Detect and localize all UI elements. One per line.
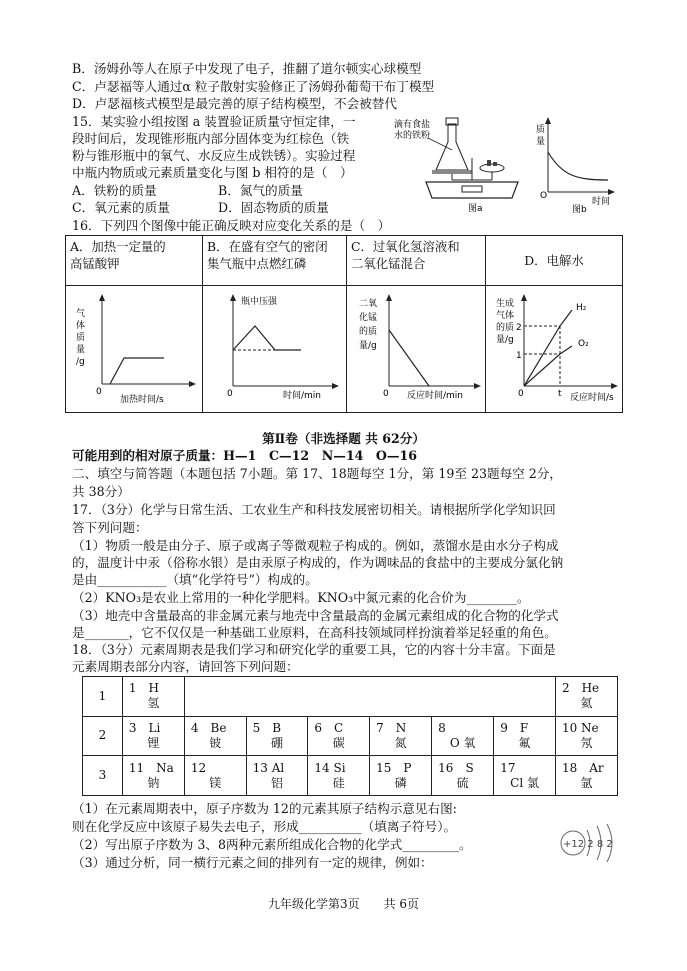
fig-a-label-2: 水的铁粉: [394, 131, 431, 141]
fig-b-ylabel: 质: [536, 125, 546, 135]
atom-diagram-label: +12 2 8 2: [563, 839, 613, 850]
element-name: 镁: [209, 775, 222, 790]
page-footer: 九年级化学第3页 共 6页: [267, 897, 420, 911]
element-cell: [184, 756, 246, 796]
q17-line-4: 的，温度计中汞（俗称水银）是由汞原子构成的，作为调味品的食盐中的主要成分氯化钠: [72, 555, 564, 570]
q17-line-1: 17．（3分）化学与日常生活、工农业生产和科技发展密切相关。请根据所学化学知识回: [72, 502, 556, 517]
element-cell: [122, 716, 184, 756]
graph-d: [486, 286, 622, 406]
element-cell: [246, 756, 308, 796]
graph-c-ylabel-3: 的质: [359, 326, 378, 337]
periodic-row: [83, 677, 618, 717]
q17-line-2: 答下列问题：: [72, 520, 148, 535]
q15-line-4: 中瓶内物质或元素质量变化与图 b 相符的是（ ）: [72, 165, 353, 180]
element-symbol: 3 Li: [128, 720, 161, 735]
q16-option-a: A．加热一定量的 高锰酸钾: [66, 236, 203, 286]
period-number: 3: [83, 756, 123, 796]
element-name: 硫: [456, 775, 469, 790]
graph-a-xlabel: 加热时间/s: [120, 394, 164, 405]
q15-option-d: D．固态物质的质量: [218, 200, 329, 215]
element-symbol: 12: [190, 760, 207, 775]
element-symbol: 13 Al: [252, 760, 285, 775]
graph-a-ylabel-2: 体: [76, 320, 86, 331]
atomic-mass-line: 可能用到的相对原子质量：H—1 C—12 N—14 O—16: [72, 448, 418, 463]
element-cell: [246, 716, 308, 756]
atom-structure-diagram: [555, 818, 625, 868]
q15-line-3: 粉与锥形瓶中的氧气、水反应生成铁锈）。实验过程: [72, 148, 356, 163]
element-cell: [494, 756, 556, 796]
element-symbol: 15 P: [376, 760, 412, 775]
periodic-row: [83, 756, 618, 796]
element-cell: [432, 756, 494, 796]
q18-line-2: 元素周期表部分内容，请回答下列问题：: [72, 659, 299, 674]
fig-b-xlabel: 时间: [592, 197, 611, 207]
q15-option-a: A．铁粉的质量: [72, 183, 157, 198]
q18-sub-2: 则在化学反应中该原子易失去电子，形成__________（填离子符号）。: [72, 819, 457, 834]
element-symbol: 8: [438, 720, 446, 735]
graph-c-ylabel-4: 量/g: [359, 340, 377, 351]
graph-c: [347, 286, 485, 406]
graph-a-ylabel-5: /g: [76, 356, 85, 367]
graph-c-xlabel: 反应时间/min: [407, 390, 464, 401]
figure-b-graph: [532, 114, 617, 214]
element-symbol: 10 Ne: [561, 720, 599, 735]
graph-a-origin: 0: [96, 386, 102, 397]
element-name: 钠: [147, 775, 160, 790]
q16-option-b: B．在盛有空气的密闭 集气瓶中点燃红磷: [203, 236, 347, 286]
period-number: 1: [83, 677, 123, 717]
element-name: 氮: [394, 735, 407, 750]
q17-line-6: （2）KNO₃是农业上常用的一种化学肥料。KNO₃中氮元素的化合价为________。: [72, 590, 530, 605]
element-symbol: 1 H: [128, 681, 159, 696]
section2-line-2: 共 38分）: [72, 484, 130, 499]
graph-d-cell: [486, 285, 623, 412]
element-cell: [555, 677, 617, 717]
option-c-line: C．卢瑟福等人通过α 粒子散射实验修正了汤姆孙葡萄干布丁模型: [72, 79, 435, 94]
fig-b-ylabel-2: 量: [536, 137, 546, 147]
q18-line-1: 18．（3分）元素周期表是我们学习和研究化学的重要工具，它的内容十分丰富。下面是: [72, 642, 556, 657]
graph-b-cell: [203, 285, 347, 412]
graph-d-ylabel-1: 生成: [496, 298, 515, 309]
q17-line-8: 是_______，它不仅仅是一种基础工业原料，在高科技领域同样扮演着举足轻重的角色。: [72, 625, 557, 640]
element-symbol: 11 Na: [128, 760, 174, 775]
element-name: 铍: [209, 735, 222, 750]
graph-c-ylabel-1: 二氧: [359, 298, 378, 309]
element-symbol: 4 Be: [190, 720, 227, 735]
fig-b-origin: O: [540, 191, 548, 201]
element-cell: [308, 756, 370, 796]
element-cell: [370, 756, 432, 796]
graph-b: [203, 286, 346, 406]
element-symbol: 2 He: [561, 681, 600, 696]
graph-b-origin: 0: [227, 388, 233, 399]
empty-cell: [184, 677, 555, 717]
graph-d-xlabel: 反应时间/s: [570, 392, 614, 403]
option-b-line: B．汤姆孙等人在原子中发现了电子，推翻了道尔顿实心球模型: [72, 61, 422, 76]
q17-line-3: （1）物质一般是由分子、原子或离子等微观粒子构成的。例如，蒸馏水是由水分子构成: [72, 538, 559, 553]
element-symbol: 14 Si: [314, 760, 346, 775]
fig-b-caption: 图b: [572, 205, 587, 214]
element-name: 氖: [580, 735, 593, 750]
graph-a: [66, 286, 202, 406]
periodic-table: [82, 676, 618, 796]
graph-c-origin: 0: [383, 388, 389, 399]
period-number: 2: [83, 716, 123, 756]
element-cell: [370, 716, 432, 756]
element-name: Cl 氯: [510, 775, 539, 790]
graph-d-ylabel-2: 气体: [496, 310, 515, 321]
q16-option-d: D．电解水: [486, 236, 623, 286]
graph-d-ylabel-3: 的质: [496, 322, 515, 333]
q18-sub-1: （1）在元素周期表中，原子序数为 12的元素其原子结构示意见右图:: [72, 801, 457, 816]
element-name: 硅: [332, 775, 345, 790]
graph-b-ylabel: 瓶中压强: [241, 296, 278, 307]
graph-d-tick-2: 2: [516, 322, 522, 333]
element-cell: [122, 677, 184, 717]
graph-a-cell: [66, 285, 203, 412]
element-name: 氢: [147, 696, 160, 711]
graph-d-t-tick: t: [558, 388, 562, 399]
q15-option-b: B．氮气的质量: [218, 183, 303, 198]
graph-d-origin: 0: [518, 388, 524, 399]
element-symbol: 9 F: [500, 720, 529, 735]
option-d-line: D．卢瑟福核式模型是最完善的原子结构模型，不会被替代: [72, 96, 397, 111]
element-cell: [184, 716, 246, 756]
fig-a-label-1: 滴有食盐: [394, 120, 431, 130]
graph-b-xlabel: 时间/min: [283, 390, 322, 401]
element-cell: [555, 756, 617, 796]
element-name: 铝: [271, 775, 284, 790]
element-name: 硼: [271, 735, 284, 750]
graph-a-ylabel-4: 量: [76, 344, 86, 355]
part2-title: 第Ⅱ卷（非选择题 共 62分）: [262, 431, 425, 446]
q15-option-c: C．氧元素的质量: [72, 200, 170, 215]
element-name: 氩: [580, 775, 593, 790]
element-symbol: 6 C: [314, 720, 344, 735]
graph-d-o2-label: O₂: [578, 338, 589, 349]
element-name: 锂: [147, 735, 160, 750]
graph-d-h2-label: H₂: [576, 302, 587, 313]
graph-c-ylabel-2: 化锰: [359, 312, 378, 323]
q18-sub-3: （2）写出原子序数为 3、8两种元素所组成化合物的化学式_________。: [72, 837, 472, 852]
fig-a-caption: 图a: [468, 204, 483, 214]
graph-d-ylabel-4: 量/g: [496, 334, 514, 345]
periodic-row: [83, 716, 618, 756]
q15-line-2: 段时间后，发现锥形瓶内部分固体变为红棕色（铁: [72, 131, 350, 146]
element-name: 氟: [518, 735, 531, 750]
q18-sub-4: （3）通过分析，同一横行元素之间的排列有一定的规律，例如：: [72, 855, 433, 870]
q17-line-7: （3）地壳中含量最高的非金属元素与地壳中含量最高的金属元素组成的化合物的化学式: [72, 608, 559, 623]
q15-line-1: 15．某实验小组按图 a 装置验证质量守恒定律，一: [72, 114, 356, 129]
element-cell: [308, 716, 370, 756]
element-cell: [122, 756, 184, 796]
q16-stem: 16．下列四个图像中能正确反映对应变化关系的是（ ）: [72, 218, 391, 233]
graph-c-cell: [347, 285, 486, 412]
graph-a-ylabel-1: 气: [76, 308, 86, 319]
element-name: 碳: [332, 735, 345, 750]
q17-line-5: 是由___________（填“化学符号”）构成的。: [72, 572, 318, 587]
section2-line-1: 二、填空与简答题（本题包括 7小题。第 17、18题每空 1分，第 19至 23题每空 2分，: [72, 466, 562, 481]
graph-a-ylabel-3: 质: [76, 332, 86, 343]
element-symbol: 5 B: [252, 720, 282, 735]
element-symbol: 7 N: [376, 720, 407, 735]
figure-a-balance: [392, 112, 522, 216]
element-cell: [555, 716, 617, 756]
graph-d-tick-1: 1: [516, 350, 522, 361]
q16-option-c: C．过氧化氢溶液和 二氧化锰混合: [347, 236, 486, 286]
element-symbol: 17: [500, 760, 516, 775]
element-name: 磷: [394, 775, 407, 790]
q16-options-table: [65, 235, 623, 413]
element-name: O 氧: [449, 735, 476, 750]
element-cell: [432, 716, 494, 756]
element-cell: [494, 716, 556, 756]
element-symbol: 18 Ar: [561, 760, 604, 775]
element-symbol: 16 S: [438, 760, 474, 775]
element-name: 氦: [580, 696, 593, 711]
